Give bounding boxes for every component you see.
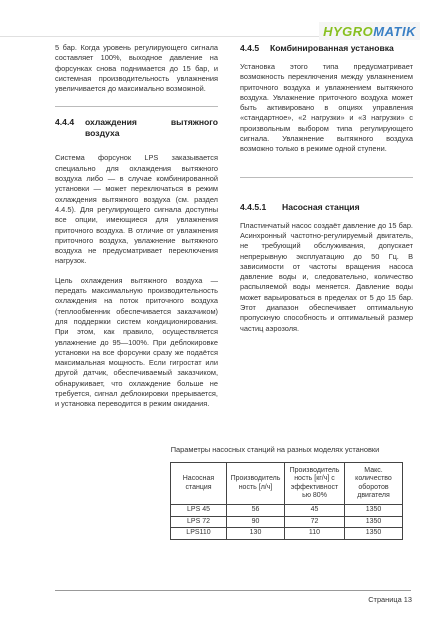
table-row [171, 505, 403, 517]
table-header-cell: Производитель ность [л/ч] [227, 463, 285, 505]
hygromatik-logo [319, 22, 420, 40]
table-header-cell: Производитель ность [кг/ч] с эффективност ью 80% [285, 463, 345, 505]
table-cell: LPS110 [171, 528, 227, 540]
paragraph-pump: Пластинчатый насос создаёт давление до 15 бар. Асинхронный частотно-регулируемый двигатель, не требующий обслуживания, допускает непрерывную эксплуатацию до 50 Гц. В зависимости от частоты вращения насоса давление воды и, следовательно, количество распыляемой воды меняется. Давление воды может варьироваться в пределах от 5 до 15 бар. Этот диапазон обеспечивает оптимальную пропускную способность и оптимальный размер частиц аэрозоля. [240, 220, 413, 333]
pump-table [170, 462, 403, 540]
footer-divider [55, 590, 411, 591]
heading-4-4-5 [240, 43, 413, 54]
table-cell: LPS 72 [171, 516, 227, 528]
heading-4-4-4 [55, 117, 218, 139]
section-divider [55, 106, 218, 107]
paragraph-exhaust-cooling: Система форсунок LPS заказывается специально для охлаждения вытяжного воздуха либо — в случае комбинированной установки — может переключаться в режим охлаждения вытяжного воздуха (см. раздел 4.4.5). Для регулирующего сигнала доступны все опции, имеющиеся для увлажнения приточного воздуха. В отличие от увлажнения приточного воздуха, увлажнение вытяжного воздуха не предусматривает переключения нагрузок. [55, 153, 218, 266]
table-header-cell: Макс. количество оборотов двигателя [345, 463, 403, 505]
heading-4-4-5-1 [240, 202, 413, 213]
table-caption: Параметры насосных станций на разных моделях установки [170, 445, 380, 454]
section-divider [240, 177, 413, 178]
table-row [171, 516, 403, 528]
right-column [240, 43, 413, 343]
heading-text: Насосная станция [282, 201, 360, 212]
heading-text: Комбинированная установка [270, 43, 394, 53]
header-divider [0, 36, 320, 37]
table-header-row [171, 463, 403, 505]
paragraph-pressure: 5 бар. Когда уровень регулирующего сигнала составляет 100%, выходное давление на форсунках снова поднимается до 15 бар, и системная производительность увлажнения увеличивается до максимально возможной. [55, 43, 218, 94]
page-header [0, 11, 446, 37]
table-cell: 72 [285, 516, 345, 528]
table-cell: 1350 [345, 505, 403, 517]
heading-number: 4.4.5.1 [240, 201, 267, 212]
table-cell: 130 [227, 528, 285, 540]
heading-text: охлаждения вытяжного воздуха [85, 117, 218, 139]
logo-part-matik: MATIK [373, 23, 416, 39]
table-cell: 90 [227, 516, 285, 528]
left-column [55, 43, 218, 419]
table-row [171, 528, 403, 540]
table-cell: 110 [285, 528, 345, 540]
paragraph-combined: Установка этого типа предусматривает возможность переключения между увлажнением приточного воздуха и увлажнением вытяжного воздуха. Увлажнение приточного воздуха может быть активировано в опциях управления «стандартное», «2 нагрузки» и «3 нагрузки» с произвольным выбором типа регулирующего сигнала. Увлажнение вытяжного воздуха возможно только в режиме одной ступени. [240, 62, 413, 154]
table-header-cell: Насосная станция [171, 463, 227, 505]
logo-part-hygro: HYGRO [323, 23, 374, 39]
table-cell: 56 [227, 505, 285, 517]
heading-number: 4.4.5 [240, 43, 260, 53]
table-cell: 1350 [345, 516, 403, 528]
heading-number: 4.4.4 [55, 117, 75, 128]
page-number: Страница 13 [368, 595, 412, 604]
table-cell: 45 [285, 505, 345, 517]
table-cell: LPS 45 [171, 505, 227, 517]
table-cell: 1350 [345, 528, 403, 540]
paragraph-cooling-goal: Цель охлаждения вытяжного воздуха — передать максимальную производительность охлаждения на поток приточного воздуха (теплообменник обеспечивается заказчиком) для поддержки систем кондиционирования. При этом, как правило, осуществляется увлажнение до 95—100%. При деблокировке установки на все форсунки сразу же подаётся максимальная мощность. Если гигростат или другой датчик, обеспечиваемый заказчиком, обнаруживает, что охлаждение больше не требуется, сигнал деблокировки прерывается, и установка переводится в режим ожидания. [55, 275, 218, 409]
